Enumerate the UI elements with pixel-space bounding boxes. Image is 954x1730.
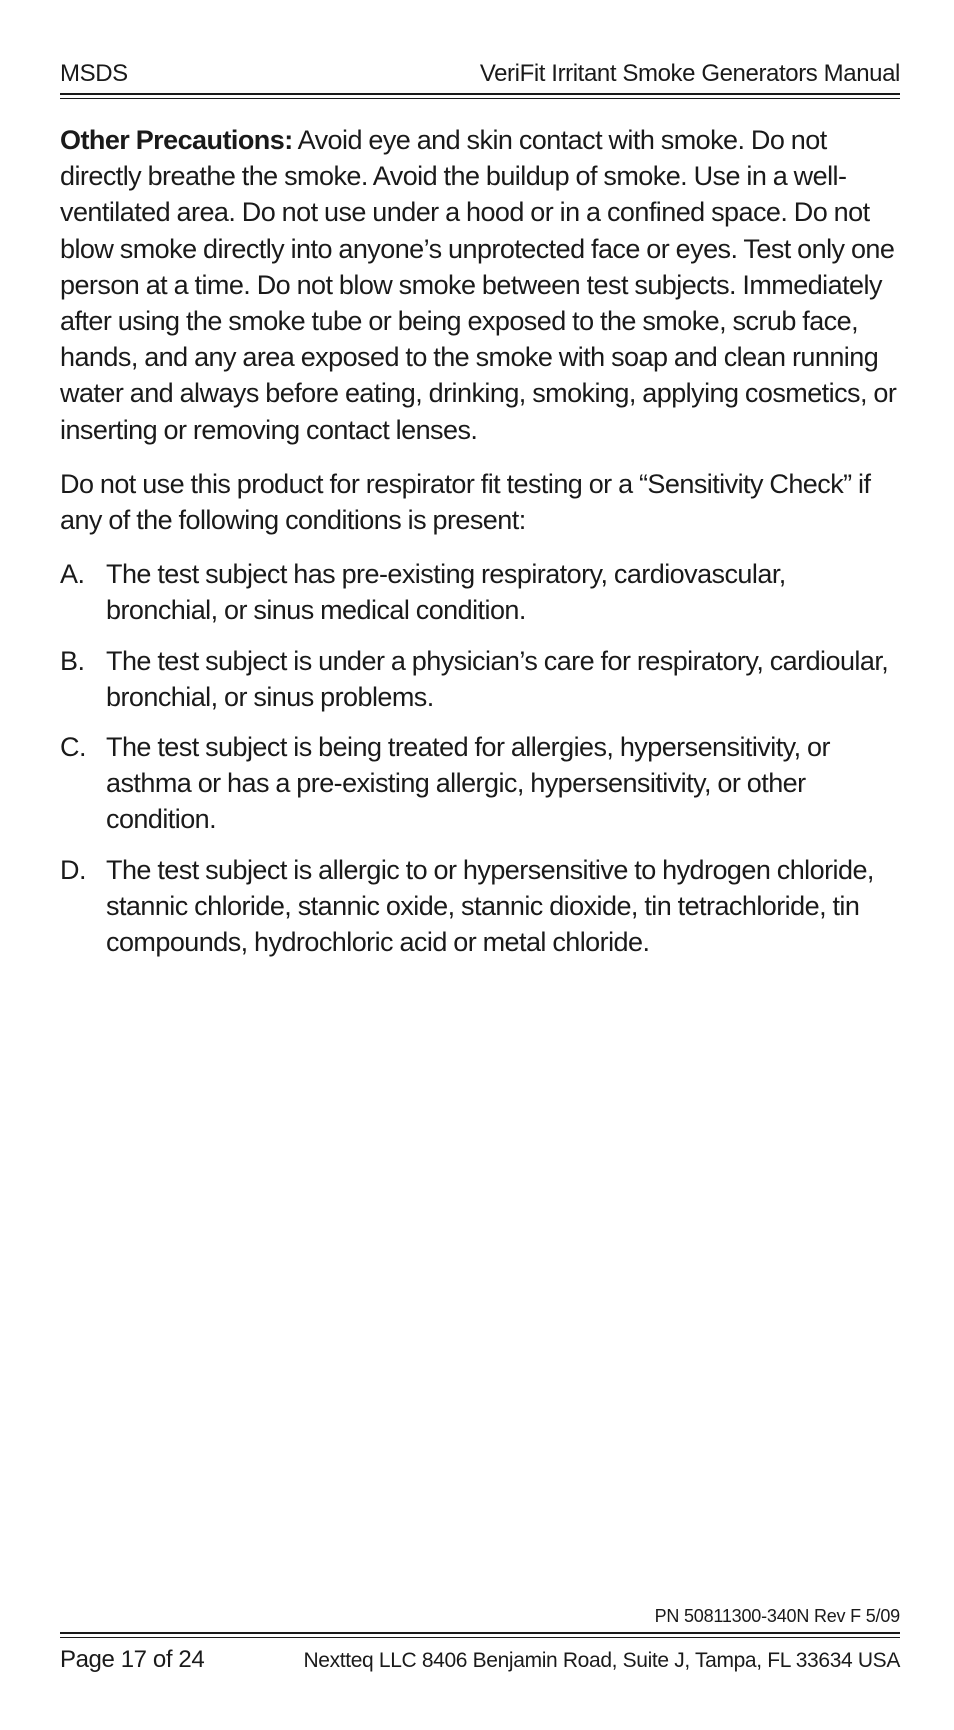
list-item: [60, 729, 900, 838]
list-item-marker: A.: [60, 559, 85, 590]
page-header: [60, 54, 900, 88]
list-item: [60, 643, 900, 715]
footer-rule: [60, 1632, 900, 1634]
part-number: PN 50811300-340N Rev F 5/09: [654, 1606, 900, 1626]
list-item-text: The test subject is being treated for allergies, hypersensitivity, or asthma or has a pre-existing allergic, hypersensitivity, or other condition.: [106, 732, 830, 835]
precautions-label: Other Precautions:: [60, 125, 293, 155]
document-page: [60, 0, 900, 1730]
page-footer: [60, 1646, 900, 1674]
company-address: Nextteq LLC 8406 Benjamin Road, Suite J, Tampa, FL 33634 USA: [303, 1649, 900, 1672]
header-rule: [60, 93, 900, 95]
list-item-text: The test subject is allergic to or hypersensitive to hydrogen chloride, stannic chloride, stannic oxide, stannic dioxide, tin tetrachloride, tin compounds, hydrochloric acid or metal chloride.: [106, 854, 874, 958]
precautions-paragraph: [60, 122, 900, 448]
list-item-marker: C.: [60, 732, 86, 763]
conditions-intro: Do not use this product for respirator fit testing or a “Sensitivity Check” if any of the following conditions is present:: [60, 468, 871, 536]
header-manual-title: VeriFit Irritant Smoke Generators Manual: [479, 60, 900, 87]
list-item: [60, 852, 900, 961]
list-item-text: The test subject has pre-existing respiratory, cardiovascular, bronchial, or sinus medical condition.: [106, 559, 786, 626]
list-item-marker: B.: [60, 645, 85, 676]
precautions-text: Avoid eye and skin contact with smoke. Do not directly breathe the smoke. Avoid the buildup of smoke. Use in a well-ventilated area. Do not use under a hood or in a confined space. Do not blow smoke directly into anyone’s unprotected face or eyes. Test only one person at a time. Do not blow smoke between test subjects. Immediately after using the smoke tube or being exposed to the smoke, scrub face, hands, and any area exposed to the smoke with soap and clean running water and always before eating, drinking, smoking, applying cosmetics, or inserting or removing contact lenses.: [60, 125, 897, 445]
list-item-marker: D.: [60, 854, 86, 885]
conditions-list: [60, 556, 900, 960]
list-item-text: The test subject is under a physician’s care for respiratory, cardioular, bronchial, or sinus problems.: [106, 645, 889, 712]
list-item: [60, 556, 900, 628]
document-body: [60, 122, 900, 974]
page-number: Page 17 of 24: [60, 1646, 205, 1673]
header-section-label: MSDS: [60, 60, 128, 87]
